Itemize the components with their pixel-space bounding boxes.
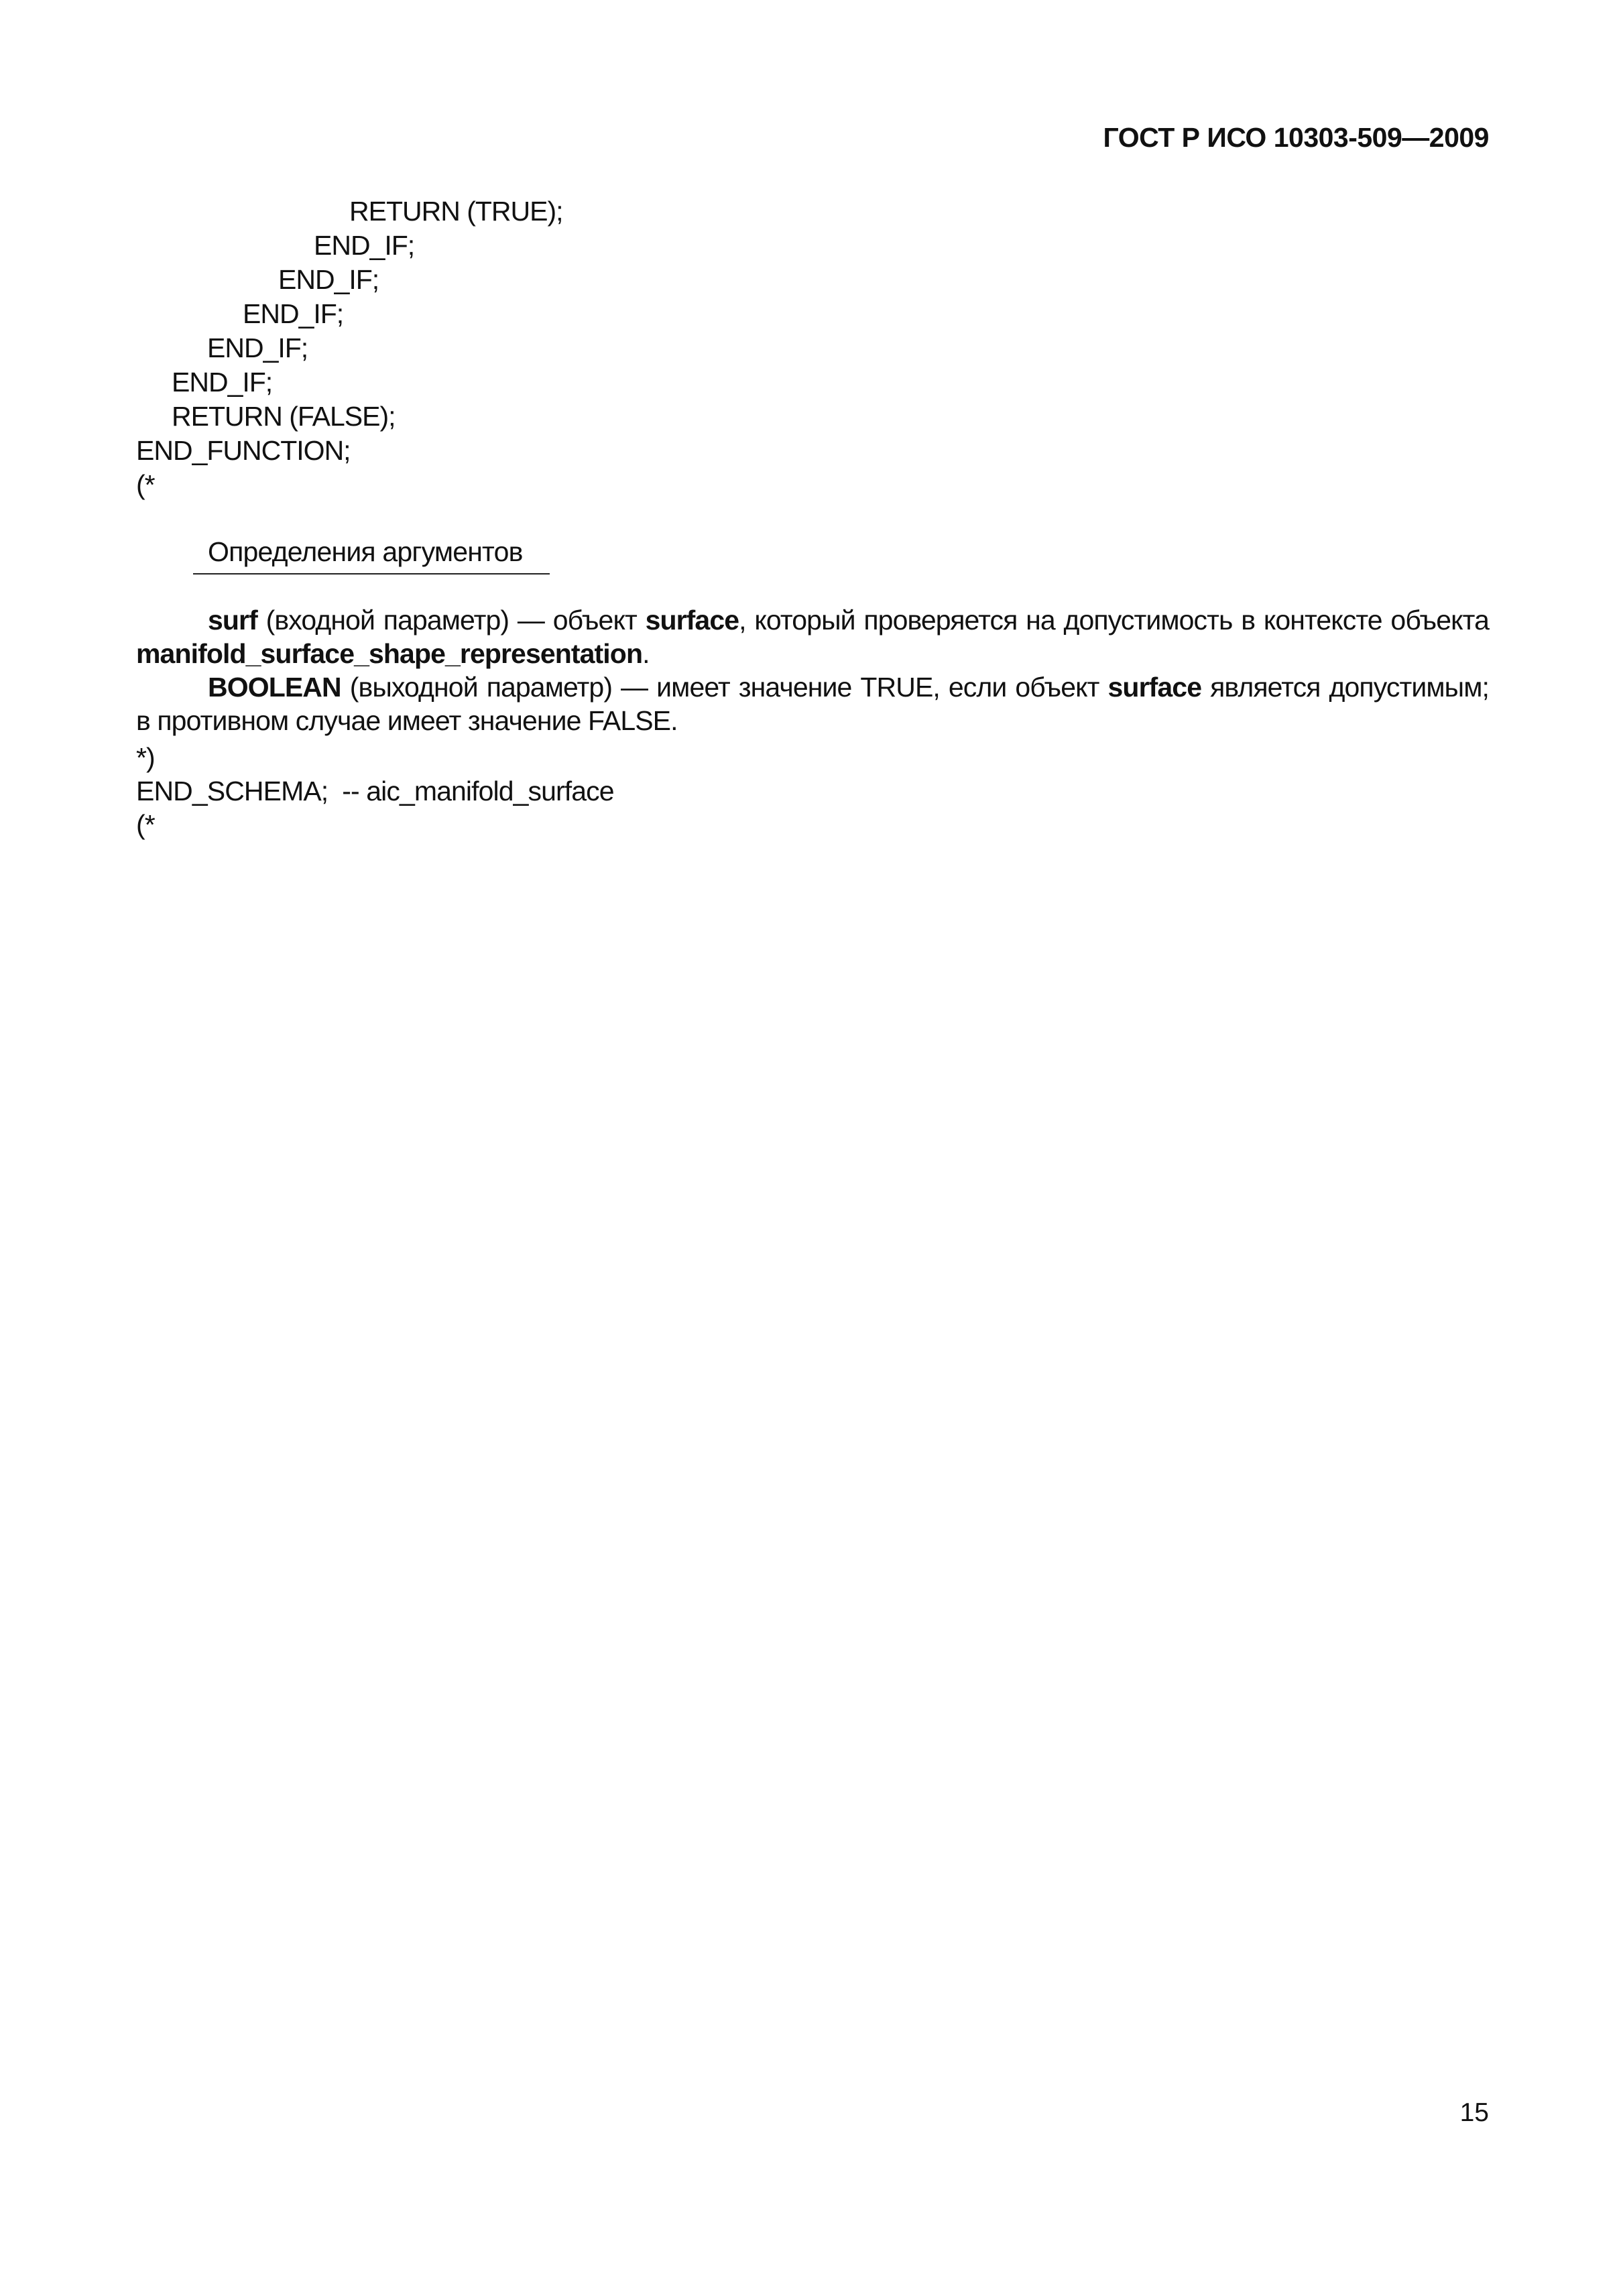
code-line: (* [136,809,155,840]
code-line: END_IF; [314,230,415,261]
code-line: END_FUNCTION; [136,435,351,466]
code-line: END_SCHEMA; -- aic_manifold_surface [136,776,614,806]
code-line: (* [136,469,155,500]
code-line: END_IF; [243,298,344,329]
param-description: (входной параметр) — объект [257,605,646,636]
argument-definitions [136,603,1489,737]
express-code-block [136,194,563,502]
schema-end-block [136,741,614,841]
param-surf-paragraph [136,603,1489,670]
param-boolean-paragraph [136,670,1489,737]
section-heading-argument-definitions: Определения аргументов [193,536,550,575]
code-line: RETURN (TRUE); [349,196,563,227]
param-description: (выходной параметр) — имеет значение TRUE, если объект [341,672,1108,703]
code-line: END_IF; [172,367,273,398]
param-name: surf [208,605,257,636]
document-code-header: ГОСТ Р ИСО 10303-509—2009 [1103,122,1489,153]
entity-name: surface [1107,672,1202,703]
entity-name: manifold_surface_shape_representation [136,638,643,669]
param-description: . [642,638,650,669]
code-line: END_IF; [207,333,308,363]
param-description: , который проверяется на допустимость в контексте объекта [739,605,1489,636]
param-description: является допустимым; в противном случае имеет значение FALSE. [136,672,1489,736]
code-line: RETURN (FALSE); [172,401,396,432]
param-name: BOOLEAN [208,672,341,703]
entity-name: surface [645,605,739,636]
code-line: END_IF; [278,264,379,295]
page-number: 15 [1459,2098,1489,2127]
code-line: *) [136,742,155,773]
